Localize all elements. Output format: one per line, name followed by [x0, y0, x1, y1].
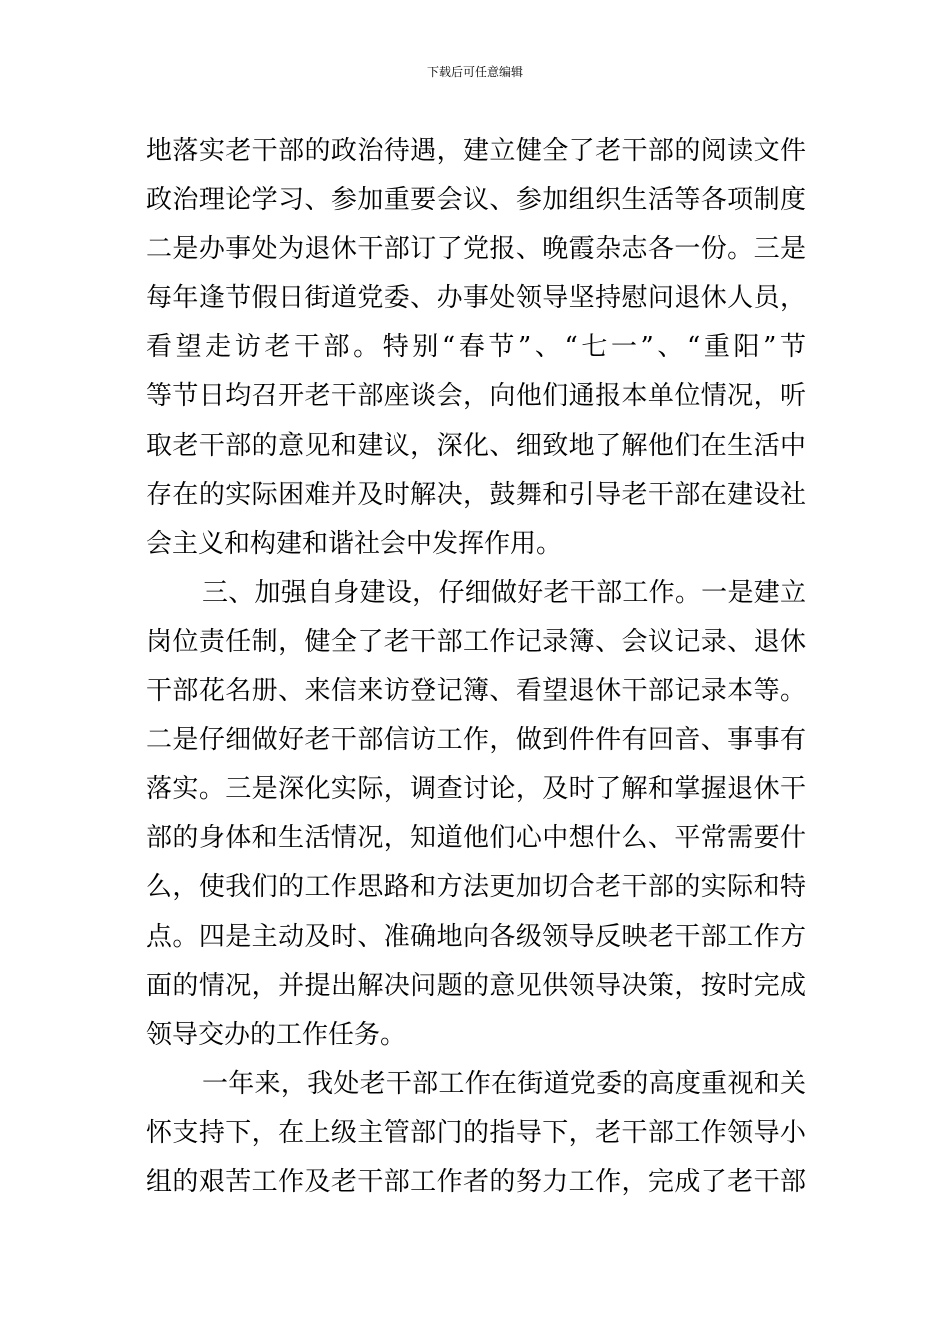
body-line: 落实。三是深化实际，调查讨论，及时了解和掌握退休干	[146, 774, 806, 805]
body-line: 点。四是主动及时、准确地向各级领导反映老干部工作方	[146, 921, 806, 952]
body-line: 看望走访老干部。特别“春节”、“七一”、“重阳”节	[146, 332, 806, 363]
body-line: 二是仔细做好老干部信访工作，做到件件有回音、事事有	[146, 725, 806, 756]
body-line: 取老干部的意见和建议，深化、细致地了解他们在生活中	[146, 430, 806, 461]
body-line: 岗位责任制，健全了老干部工作记录簿、会议记录、退休	[146, 626, 806, 657]
body-line: 每年逢节假日街道党委、办事处领导坚持慰问退休人员，	[146, 283, 806, 314]
body-line: 会主义和构建和谐社会中发挥作用。	[146, 528, 563, 559]
paragraph-start-line: 一年来，我处老干部工作在街道党委的高度重视和关	[202, 1068, 806, 1099]
body-line: 政治理论学习、参加重要会议、参加组织生活等各项制度	[146, 185, 806, 216]
paragraph-start-line: 三、加强自身建设，仔细做好老干部工作。一是建立	[202, 577, 806, 608]
body-line: 干部花名册、来信来访登记簿、看望退休干部记录本等。	[146, 676, 806, 707]
body-line: 组的艰苦工作及老干部工作者的努力工作，完成了老干部	[146, 1166, 806, 1197]
body-line: 存在的实际困难并及时解决，鼓舞和引导老干部在建设社	[146, 479, 806, 510]
document-body	[146, 127, 806, 1207]
body-line: 地落实老干部的政治待遇，建立健全了老干部的阅读文件	[146, 136, 806, 166]
body-line: 部的身体和生活情况，知道他们心中想什么、平常需要什	[146, 823, 806, 854]
body-line: 么，使我们的工作思路和方法更加切合老干部的实际和特	[146, 872, 806, 903]
body-line: 怀支持下，在上级主管部门的指导下，老干部工作领导小	[146, 1117, 806, 1148]
body-line: 领导交办的工作任务。	[146, 1019, 407, 1050]
body-line: 面的情况，并提出解决问题的意见供领导决策，按时完成	[146, 970, 806, 1001]
body-line: 等节日均召开老干部座谈会，向他们通报本单位情况，听	[146, 381, 806, 412]
body-line: 二是办事处为退休干部订了党报、晚霞杂志各一份。三是	[146, 234, 806, 265]
page-header: 下载后可任意编辑	[426, 65, 523, 79]
